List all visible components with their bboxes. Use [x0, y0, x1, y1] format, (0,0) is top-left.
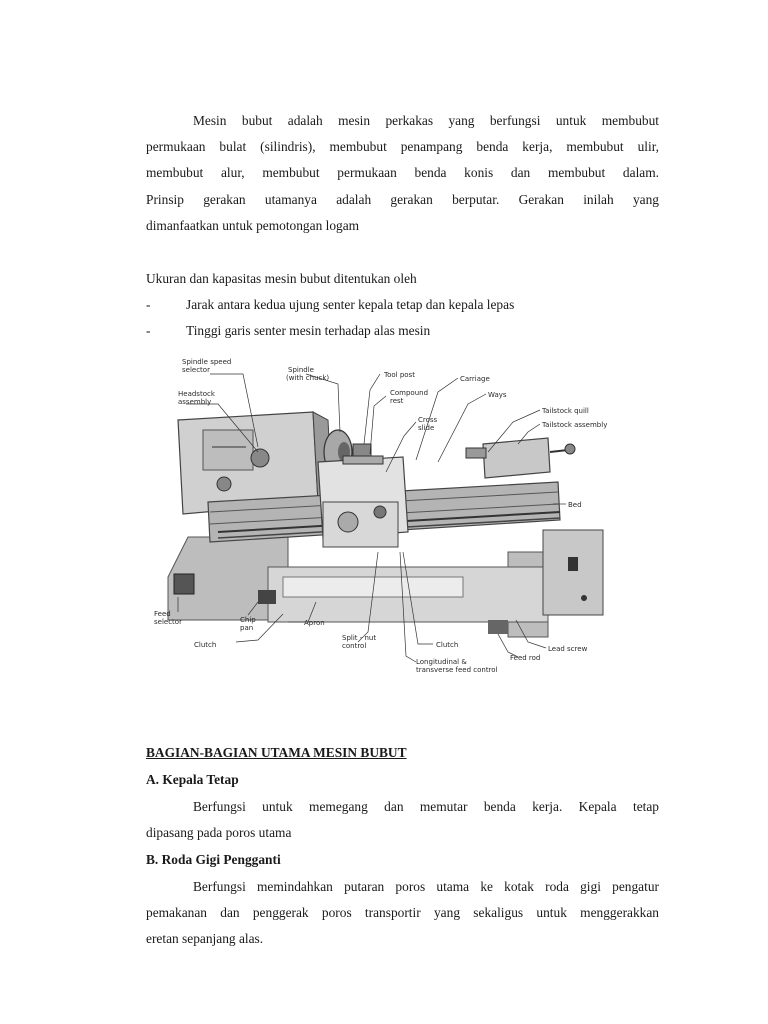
- subsection-a-title: A. Kepala Tetap: [146, 772, 239, 787]
- subsection-a-paragraph: [146, 794, 659, 846]
- tailstock-quill: [466, 448, 486, 458]
- b-line-2: pemakanan dan penggerak poros transportir yang sekaligus untuk menggerakkan: [146, 905, 659, 921]
- electrical-box: [543, 530, 603, 615]
- speed-selector-dial: [251, 449, 269, 467]
- label-feed-rod: Feed rod: [510, 654, 541, 662]
- bullet-text: Tinggi garis senter mesin terhadap alas mesin: [186, 323, 431, 338]
- label-tailstock-assembly: Tailstock assembly: [542, 421, 608, 429]
- label-apron: Apron: [304, 619, 325, 627]
- compound-rest: [343, 456, 383, 464]
- lathe-illustration: [148, 352, 618, 684]
- label-clutch-right: Clutch: [436, 641, 459, 649]
- a-line-2: dipasang pada poros utama: [146, 825, 292, 841]
- size-bullet-1: [146, 292, 514, 318]
- intro-line-3: membubut alur, membubut permukaan benda konis dan membubut dalam.: [146, 165, 659, 181]
- label-carriage: Carriage: [460, 375, 490, 383]
- subsection-b-title: B. Roda Gigi Pengganti: [146, 852, 281, 867]
- size-intro: Ukuran dan kapasitas mesin bubut ditentukan oleh: [146, 271, 417, 286]
- label-feed-selector: Feed selector: [154, 610, 182, 626]
- intro-line-1: Mesin bubut adalah mesin perkakas yang berfungsi untuk membubut: [193, 113, 659, 128]
- bullet-dash: -: [146, 297, 151, 312]
- label-tailstock-quill: Tailstock quill: [542, 407, 589, 415]
- apron: [323, 502, 398, 547]
- label-ways: Ways: [488, 391, 507, 399]
- lathe-diagram: [148, 352, 618, 684]
- label-spindle-speed-selector: Spindle speed selector: [182, 358, 232, 374]
- intro-line-4: Prinsip gerakan utamanya adalah gerakan berputar. Gerakan inilah yang: [146, 191, 659, 207]
- label-compound-rest: Compound rest: [390, 389, 429, 405]
- feed-box: [174, 574, 194, 594]
- b-line-3: eretan sepanjang alas.: [146, 931, 264, 947]
- b-line-1: Berfungsi memindahkan putaran poros utama ke kotak roda gigi pengatur: [193, 879, 659, 894]
- label-cross-slide: Cross slide: [418, 416, 438, 432]
- size-bullet-2: [146, 318, 430, 344]
- bullet-dash: -: [146, 323, 151, 338]
- label-headstock-assembly: Headstock assembly: [178, 390, 215, 406]
- a-line-1: Berfungsi untuk memegang dan memutar benda kerja. Kepala tetap: [193, 799, 659, 814]
- label-split-nut-control: Split - nut control: [342, 634, 377, 650]
- bullet-text: Jarak antara kedua ujung senter kepala tetap dan kepala lepas: [186, 297, 515, 312]
- intro-line-2: permukaan bulat (silindris), membubut penampang benda kerja, membubut ulir,: [146, 139, 659, 155]
- label-longitudinal-transverse: Longitudinal & transverse feed control: [416, 658, 498, 674]
- label-clutch-left: Clutch: [194, 641, 217, 649]
- intro-line-5: dimanfaatkan untuk pemotongan logam: [146, 217, 360, 233]
- switch: [568, 557, 578, 571]
- label-lead-screw: Lead screw: [548, 645, 588, 653]
- label-spindle: Spindle (with chuck): [286, 366, 330, 382]
- label-chip-pan: Chip pan: [240, 616, 256, 632]
- label-tool-post: Tool post: [384, 371, 415, 379]
- label-bed: Bed: [568, 501, 582, 509]
- tailstock: [483, 438, 550, 478]
- subsection-b-paragraph: [146, 874, 659, 953]
- section-title: BAGIAN-BAGIAN UTAMA MESIN BUBUT: [146, 745, 407, 760]
- intro-paragraph: [146, 108, 659, 239]
